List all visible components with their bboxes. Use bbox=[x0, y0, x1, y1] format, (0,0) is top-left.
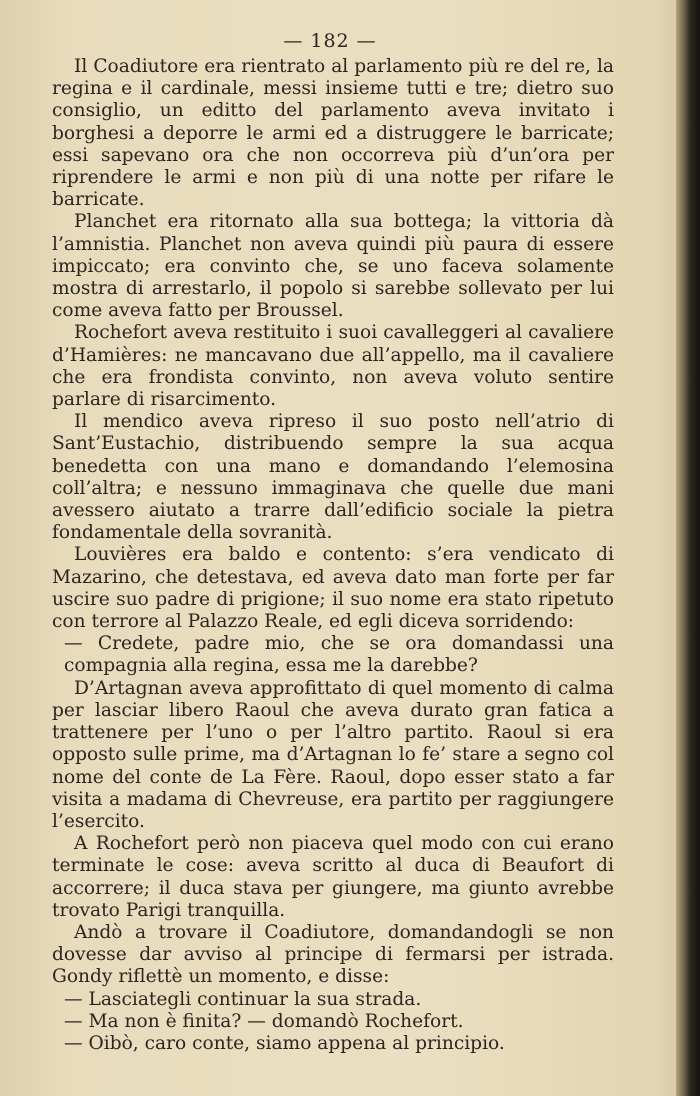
paragraph: Rochefort aveva restituito i suoi cavalleggeri al cavaliere d’Hamières: ne mancavano due all’appello, ma il cavaliere che era frondista convinto, non aveva voluto sentire parlare di risarcimento. bbox=[52, 322, 614, 411]
paragraph: D’Artagnan aveva approfittato di quel momento di calma per lasciar libero Raoul che aveva durato gran fatica a trattenere per l’uno o per l’altro partito. Raoul si era opposto sulle prime, ma d’Artagnan lo fe’ stare a segno col nome del conte de La Fère. Raoul, dopo esser stato a far visita a madama di Chevreuse, era partito per raggiungere l’esercito. bbox=[52, 677, 614, 832]
paragraph: Il Coadiutore era rientrato al parlamento più re del re, la regina e il cardinale, messi insieme tutti e tre; dietro suo consiglio, un editto del parlamento aveva invitato i borghesi a deporre le armi ed a distruggere le barricate; essi sapevano ora che non occorreva più d’un’ora per riprendere le armi e non più di una notte per rifare le barricate. bbox=[52, 56, 614, 211]
paragraph: Andò a trovare il Coadiutore, domandandogli se non dovesse dar avviso al principe di fermarsi per istrada. Gondy riflettè un momento, e disse: bbox=[52, 921, 614, 988]
book-binding-shadow bbox=[676, 0, 700, 1096]
dialogue-line: — Credete, padre mio, che se ora domandassi una compagnia alla regina, essa me la darebbe? bbox=[64, 633, 614, 677]
dialogue-line: — Ma non è finita? — domandò Rochefort. bbox=[64, 1010, 464, 1032]
page-body-text bbox=[52, 56, 614, 1055]
paragraph: A Rochefort però non piaceva quel modo con cui erano terminate le cose: aveva scritto al duca di Beaufort di accorrere; il duca stava per giungere, ma giunto avrebbe trovato Parigi tranquilla. bbox=[52, 833, 614, 921]
dialogue-line: — Lasciategli continuar la sua strada. bbox=[64, 988, 422, 1010]
paragraph: Louvières era baldo e contento: s’era vendicato di Mazarino, che detestava, ed aveva dato man forte per far uscire suo padre di prigione; il suo nome era stato ripetuto con terrore al Palazzo Reale, ed egli diceva sorridendo: bbox=[52, 544, 614, 633]
page-number: — 182 — bbox=[283, 30, 377, 52]
paragraph: Il mendico aveva ripreso il suo posto nell’atrio di Sant’Eustachio, distribuendo sempre la sua acqua benedetta con una mano e domandando l’elemosina coll’altra; e nessuno immaginava che quelle due mani avessero aiutato a trarre dall’edificio sociale la pietra fondamentale della sovranità. bbox=[52, 411, 614, 544]
paragraph: Planchet era ritornato alla sua bottega; la vittoria dà l’amnistia. Planchet non aveva quindi più paura di essere impiccato; era convinto che, se uno faceva solamente mostra di arrestarlo, il popolo si sarebbe sollevato per lui come aveva fatto per Broussel. bbox=[52, 211, 614, 322]
dialogue-line: — Oibò, caro conte, siamo appena al principio. bbox=[64, 1032, 505, 1054]
